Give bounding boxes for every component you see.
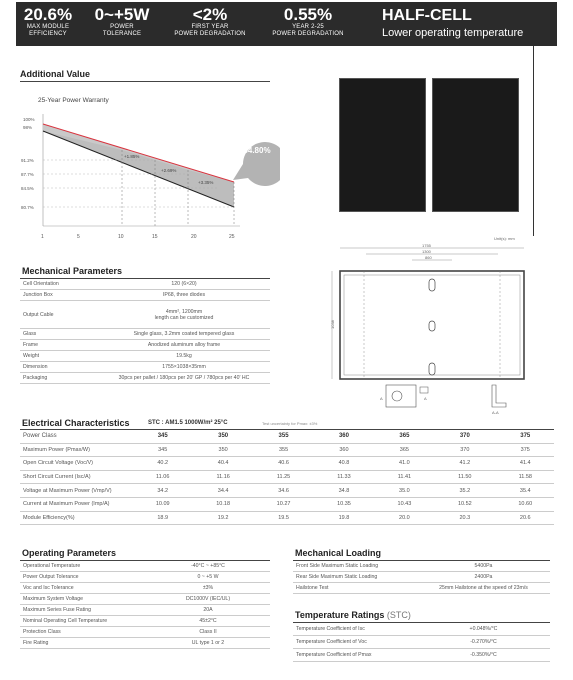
table-row: Temperature Coefficient of Voc -0.270%/°C <box>293 636 550 649</box>
table-row: Glass Single glass, 3.2mm coated tempered glass <box>20 329 270 340</box>
panel-front-image <box>339 78 426 212</box>
half-cell-title: HALF-CELL <box>382 7 472 24</box>
y-tick: 80.7% <box>21 205 34 210</box>
table-row: Protection Class Class II <box>20 627 270 638</box>
table-row: Maximum Series Fuse Rating 20A <box>20 605 270 616</box>
mounting-hole <box>429 363 435 375</box>
warranty-annotation: +2.69% <box>161 168 177 173</box>
x-tick: 20 <box>191 234 197 240</box>
y-tick: 91.2% <box>21 158 34 163</box>
table-row: Weight 19.5kg <box>20 351 270 362</box>
electrical-table <box>20 430 554 525</box>
spec-year-2-25: 0.55% YEAR 2-25 POWER DEGRADATION <box>272 5 344 37</box>
x-tick: 25 <box>229 234 235 240</box>
operating-table <box>20 561 270 649</box>
hole-label: A <box>380 396 383 401</box>
loading-title: Mechanical Loading <box>295 548 382 558</box>
electrical-note: Test uncertainty for Pmax: ±3% <box>262 421 318 426</box>
electrical-stc: STC : AM1.5 1000W/m² 25°C <box>148 420 228 426</box>
warranty-chart-title: 25-Year Power Warranty <box>38 97 109 104</box>
additional-value-rule <box>20 81 270 82</box>
x-tick: 10 <box>118 234 124 240</box>
spec-first-year: <2% FIRST YEAR POWER DEGRADATION <box>174 5 246 37</box>
table-row: Temperature Coefficient of Pmax -0.350%/°C <box>293 649 550 662</box>
additional-value-title: Additional Value <box>20 69 91 79</box>
panel-back-image <box>432 78 519 212</box>
electrical-title: Electrical Characteristics <box>22 418 130 428</box>
mechanical-table <box>20 279 270 384</box>
table-row: Junction Box IP68, three diodes <box>20 290 270 301</box>
table-row: Cell Orientation 120 (6×20) <box>20 279 270 290</box>
warranty-badge-value: 84.80% <box>243 146 271 155</box>
table-row: Front Side Maximum Static Loading 5400Pa <box>293 561 550 572</box>
table-header-row: Power Class 345 350 355 360 365 370 375 <box>20 430 554 443</box>
y-tick: 100% <box>23 117 35 122</box>
table-row: Rear Side Maximum Static Loading 2400Pa <box>293 572 550 583</box>
table-row: Fire Rating UL type 1 or 2 <box>20 638 270 649</box>
operating-title: Operating Parameters <box>22 548 117 558</box>
warranty-line-standard <box>43 131 234 207</box>
table-row: Packaging 30pcs per pallet / 180pcs per 20' GP / 780pcs per 40' HC <box>20 373 270 384</box>
table-row: Operational Temperature -40°C ~ +85°C <box>20 561 270 572</box>
mounting-hole <box>429 279 435 291</box>
section-label: A-A <box>492 410 499 415</box>
y-tick: 98% <box>23 125 33 130</box>
x-tick: 5 <box>77 234 80 240</box>
spec-banner <box>16 2 557 46</box>
y-tick: 87.7% <box>21 172 34 177</box>
loading-table <box>293 561 550 594</box>
banner-drop-line <box>533 46 534 236</box>
warranty-annotation: +3.35% <box>198 180 214 185</box>
warranty-annotation: +1.85% <box>124 154 140 159</box>
dim-small: 860 <box>425 255 432 260</box>
dim-inner: 1300 <box>422 249 431 254</box>
table-row: Hailstone Test 25mm Hailstone at the speed of 23m/s <box>293 583 550 594</box>
dim-height: 1038 <box>330 320 335 329</box>
table-row: Maximum System Voltage DC1000V (IEC/UL) <box>20 594 270 605</box>
warranty-chart <box>18 110 280 246</box>
table-row: Output Cable 4mm², 1200mm length can be customized <box>20 301 270 329</box>
table-row: Module Efficiency(%) 18.9 19.2 19.5 19.8 20.0 20.3 20.6 <box>20 511 554 525</box>
mechanical-title: Mechanical Parameters <box>22 266 123 276</box>
warranty-line-actual <box>43 124 234 182</box>
table-row: Nominal Operating Cell Temperature 45±2°C <box>20 616 270 627</box>
dimension-drawing <box>326 235 538 420</box>
dim-width: 1755 <box>422 243 431 248</box>
table-row: Open Circuit Voltage (Voc/V) 40.2 40.4 40.6 40.8 41.0 41.2 41.4 <box>20 457 554 471</box>
table-row: Power Output Tolerance 0 ~ +5 W <box>20 572 270 583</box>
hole-label: A <box>424 396 427 401</box>
drawing-unit: Unit(s): mm <box>494 236 515 241</box>
table-row: Current at Maximum Power (Imp/A) 10.09 10.18 10.27 10.35 10.43 10.52 10.60 <box>20 497 554 511</box>
x-tick: 1 <box>41 234 44 240</box>
temperature-table <box>293 623 550 662</box>
table-row: Voc and Isc Tolerance ±3% <box>20 583 270 594</box>
y-tick: 84.5% <box>21 186 34 191</box>
half-cell-subtitle: Lower operating temperature <box>382 27 524 39</box>
junction-detail <box>386 385 416 407</box>
frame-section <box>492 385 506 407</box>
temperature-title: Temperature Ratings (STC) <box>295 610 411 620</box>
table-row: Maximum Power (Pmax/W) 345 350 355 360 365 370 375 <box>20 443 554 457</box>
mounting-hole <box>429 321 435 331</box>
table-row: Short Circuit Current (Isc/A) 11.06 11.16 11.25 11.33 11.41 11.50 11.58 <box>20 470 554 484</box>
x-tick: 15 <box>152 234 158 240</box>
table-row: Temperature Coefficient of Isc +0.048%/°C <box>293 623 550 636</box>
spec-efficiency: 20.6% MAX MODULE EFFICIENCY <box>23 5 73 37</box>
table-row: Frame Anodized aluminum alloy frame <box>20 340 270 351</box>
table-row: Voltage at Maximum Power (Vmp/V) 34.2 34.4 34.6 34.8 35.0 35.2 35.4 <box>20 484 554 498</box>
spec-tolerance: 0~+5W POWER TOLERANCE <box>94 5 150 37</box>
table-row: Dimension 1755×1038×35mm <box>20 362 270 373</box>
